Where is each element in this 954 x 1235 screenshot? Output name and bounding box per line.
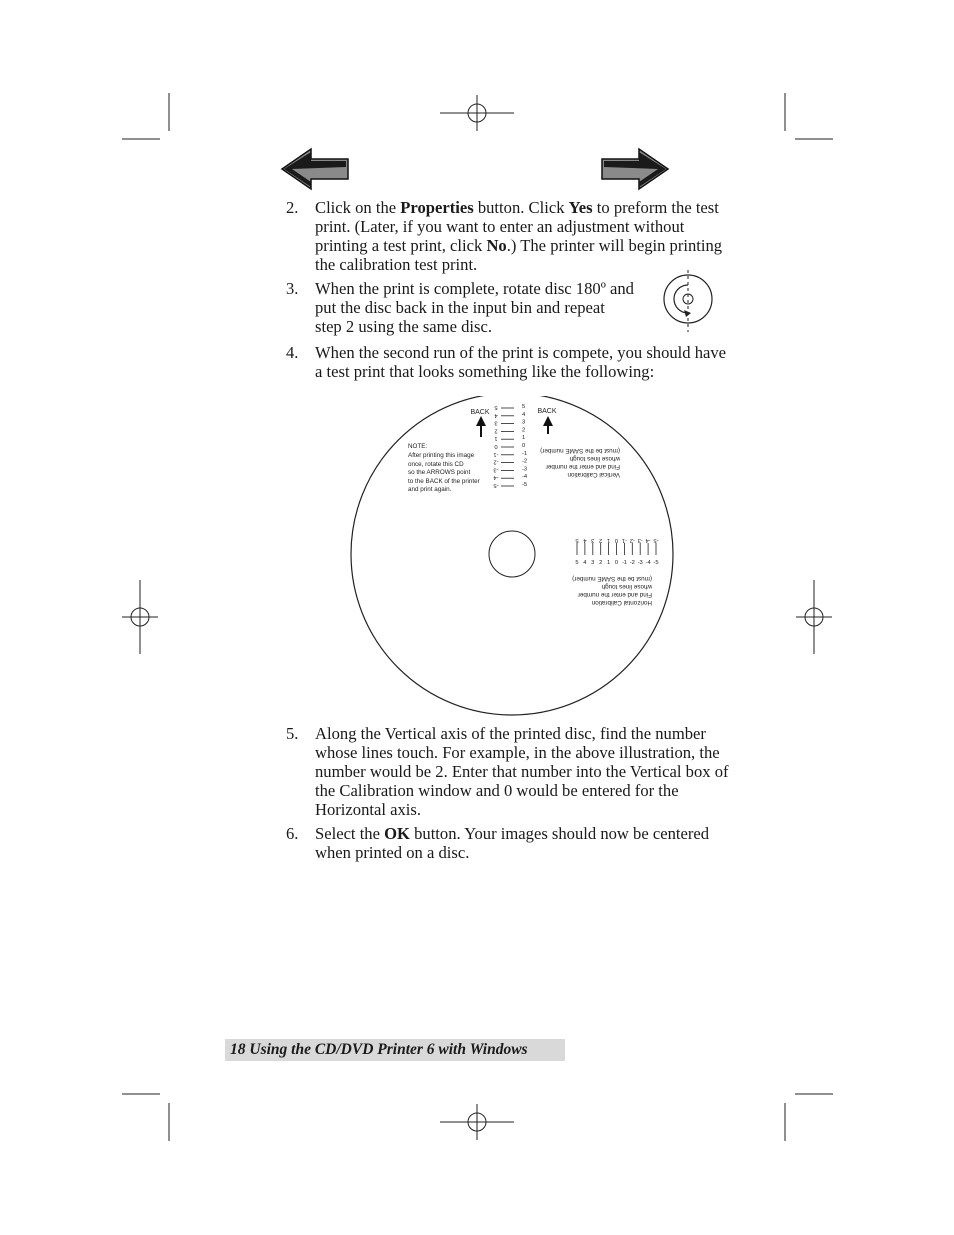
footer-text: 18 Using the CD/DVD Printer 6 with Windows (230, 1041, 528, 1058)
vertical-scale-label-rotated: 1 (494, 435, 498, 442)
back-label-right: BACK (537, 408, 557, 415)
svg-text:Find and enter the number: Find and enter the number (545, 463, 620, 470)
arrow-left-icon[interactable] (278, 146, 352, 192)
horizontal-scale-label: 2 (599, 560, 603, 566)
vertical-scale-label: -3 (522, 466, 528, 473)
step-text: Click on the Properties button. Click Yes to preform the test print. (Later, if you want to enter an adjustment without printing a test print, click No.) The printer will begin printing the calibration test print. (315, 198, 723, 274)
vertical-scale-label: -5 (522, 482, 528, 488)
step-number: 4. (286, 343, 299, 362)
svg-text:once, rotate this CD: once, rotate this CD (408, 461, 464, 468)
horizontal-scale-label-rotated: 3 (591, 537, 595, 543)
svg-text:whose lines tough: whose lines tough (569, 455, 620, 462)
horizontal-scale-label: 1 (606, 560, 611, 566)
step-number: 6. (286, 824, 299, 843)
horizontal-scale-label-rotated: 0 (614, 537, 619, 543)
svg-text:Vertical Calibration: Vertical Calibration (567, 471, 620, 478)
vertical-scale-label: 1 (522, 435, 526, 442)
step-number: 3. (286, 279, 299, 298)
horizontal-scale-label: -5 (653, 560, 659, 566)
horizontal-scale-label-rotated: 4 (583, 537, 587, 543)
vertical-scale-label-rotated: 3 (494, 419, 498, 426)
vertical-scale-label-rotated: 4 (494, 411, 498, 418)
horizontal-scale-label-rotated: 1 (606, 537, 611, 543)
vertical-scale-label: -1 (522, 450, 528, 457)
svg-text:Horizontal Calibration: Horizontal Calibration (591, 599, 652, 606)
horizontal-scale-label-rotated: -3 (637, 537, 643, 543)
svg-text:After printing this image: After printing this image (408, 452, 475, 459)
vertical-scale-label: -2 (522, 458, 528, 465)
svg-text:and print again.: and print again. (408, 486, 452, 493)
horizontal-scale-label: 4 (583, 560, 587, 566)
horizontal-scale-label: 0 (614, 560, 619, 566)
horizontal-scale-label: 3 (591, 560, 595, 566)
step-number: 2. (286, 198, 299, 217)
horizontal-scale-label: 5 (575, 560, 579, 566)
ok-label: OK (384, 824, 410, 843)
step-text: Select the OK button. Your images should now be centered when printed on a disc. (315, 824, 710, 862)
vertical-scale-label-rotated: 0 (494, 443, 498, 449)
svg-text:NOTE:: NOTE: (408, 443, 428, 450)
step-number: 5. (286, 724, 299, 743)
step-text: Along the Vertical axis of the printed disc, find the number whose lines touch. For example, in the above illustration, the number would be 2. Enter that number into the Vertical box of the Calibration window and 0 would be entered for the Horizontal axis. (315, 724, 729, 819)
horizontal-scale-label: -1 (621, 560, 627, 566)
horizontal-scale-label-rotated: 5 (575, 537, 579, 543)
svg-text:(must be the SAME number): (must be the SAME number) (572, 575, 652, 582)
svg-text:so the ARROWS point: so the ARROWS point (408, 469, 471, 476)
vertical-scale-label-rotated: -3 (493, 466, 499, 473)
svg-text:to the BACK of the printer: to the BACK of the printer (408, 478, 480, 485)
vertical-scale-label: -4 (522, 474, 528, 481)
vertical-scale-label: 0 (522, 443, 526, 449)
horizontal-scale-label-rotated: -5 (653, 537, 659, 543)
svg-text:Find and enter the number: Find and enter the number (577, 591, 652, 598)
vertical-scale-label: 2 (522, 427, 526, 434)
yes-label: Yes (568, 198, 593, 217)
vertical-scale-label-rotated: -2 (493, 458, 499, 465)
horizontal-scale-label: -4 (645, 560, 651, 566)
horizontal-scale-label-rotated: 2 (599, 537, 603, 543)
step-text: When the second run of the print is compete, you should have a test print that looks something like the following: (315, 343, 727, 381)
vertical-scale-label-rotated: -1 (493, 450, 499, 457)
horizontal-scale-label: -2 (629, 560, 635, 566)
horizontal-scale-label-rotated: -2 (629, 537, 635, 543)
horizontal-scale-label: -3 (637, 560, 643, 566)
horizontal-scale-label-rotated: -1 (621, 537, 627, 543)
vertical-scale-label: 5 (522, 404, 526, 410)
svg-text:whose lines tough: whose lines tough (601, 583, 652, 590)
back-label-left: BACK (470, 409, 490, 416)
calibration-disc (350, 396, 674, 716)
vertical-scale-label: 4 (522, 411, 526, 418)
vertical-scale-label: 3 (522, 419, 526, 426)
svg-text:(must be the SAME number): (must be the SAME number) (540, 447, 620, 454)
vertical-scale-label-rotated: 2 (494, 427, 498, 434)
disc-rotate-icon (660, 268, 716, 334)
properties-label: Properties (400, 198, 474, 217)
step-text: When the print is complete, rotate disc 180º and put the disc back in the input bin and repeat step 2 using the same disc. (315, 279, 634, 336)
vertical-scale-label-rotated: -4 (493, 474, 499, 481)
no-label: No (486, 236, 507, 255)
page-footer (225, 1039, 565, 1061)
horizontal-scale-label-rotated: -4 (645, 537, 651, 543)
arrow-right-icon[interactable] (598, 146, 672, 192)
vertical-scale-label-rotated: -5 (493, 482, 499, 488)
vertical-scale-label-rotated: 5 (494, 404, 498, 410)
